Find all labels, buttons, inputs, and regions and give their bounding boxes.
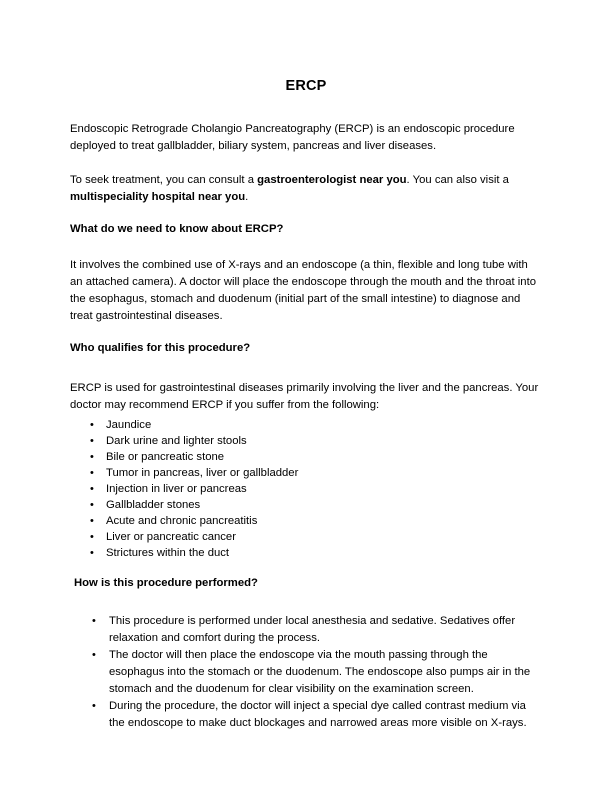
list-item: • Strictures within the duct <box>90 545 510 561</box>
list-item: • Injection in liver or pancreas <box>90 481 510 497</box>
list-item: • Dark urine and lighter stools <box>90 433 510 449</box>
section-heading-what-to-know: What do we need to know about ERCP? <box>70 223 284 236</box>
section-heading-who-qualifies: Who qualifies for this procedure? <box>70 342 251 355</box>
treatment-text-tail: . <box>245 191 249 204</box>
list-item: • Tumor in pancreas, liver or gallbladder <box>90 465 510 481</box>
list-item: • Acute and chronic pancreatitis <box>90 513 510 529</box>
treatment-paragraph <box>70 172 542 206</box>
list-item: • Liver or pancreatic cancer <box>90 529 510 545</box>
gastroenterologist-link[interactable]: gastroenterologist near you <box>257 174 407 187</box>
page-title: ERCP <box>285 77 327 94</box>
list-item: • The doctor will then place the endoscope via the mouth passing through the esophagus into the stomach or the duodenum. The endoscope also pumps air in the stomach and the duodenum for clear visibility on the examination screen. <box>92 647 542 698</box>
what-to-know-paragraph: It involves the combined use of X-rays and an endoscope (a thin, flexible and long tube with an attached camera). A doctor will place the endoscope through the mouth and the throat into the esophagus, stomach and duodenum (initial part of the small intestine) to diagnose and treat gastrointestinal diseases. <box>70 259 536 323</box>
section-heading-how-performed: How is this procedure performed? <box>74 577 258 590</box>
who-qualifies-paragraph: ERCP is used for gastrointestinal diseases primarily involving the liver and the pancreas. Your doctor may recommend ERCP if you suffer from the following: <box>70 382 539 412</box>
procedure-steps-list <box>92 613 542 732</box>
treatment-text-lead: To seek treatment, you can consult a <box>70 174 258 187</box>
treatment-text-middle: . You can also visit a <box>406 174 509 187</box>
list-item: • Jaundice <box>90 417 510 433</box>
list-item: • Gallbladder stones <box>90 497 510 513</box>
symptoms-list <box>90 417 510 561</box>
list-item: • This procedure is performed under local anesthesia and sedative. Sedatives offer relaxation and comfort during the process. <box>92 613 542 647</box>
hospital-link[interactable]: multispeciality hospital near you <box>70 191 246 204</box>
intro-paragraph: Endoscopic Retrograde Cholangio Pancreatography (ERCP) is an endoscopic procedure deployed to treat gallbladder, biliary system, pancreas and liver diseases. <box>70 123 515 153</box>
list-item: • Bile or pancreatic stone <box>90 449 510 465</box>
list-item: • During the procedure, the doctor will inject a special dye called contrast medium via the endoscope to make duct blockages and narrowed areas more visible on X-rays. <box>92 698 542 732</box>
